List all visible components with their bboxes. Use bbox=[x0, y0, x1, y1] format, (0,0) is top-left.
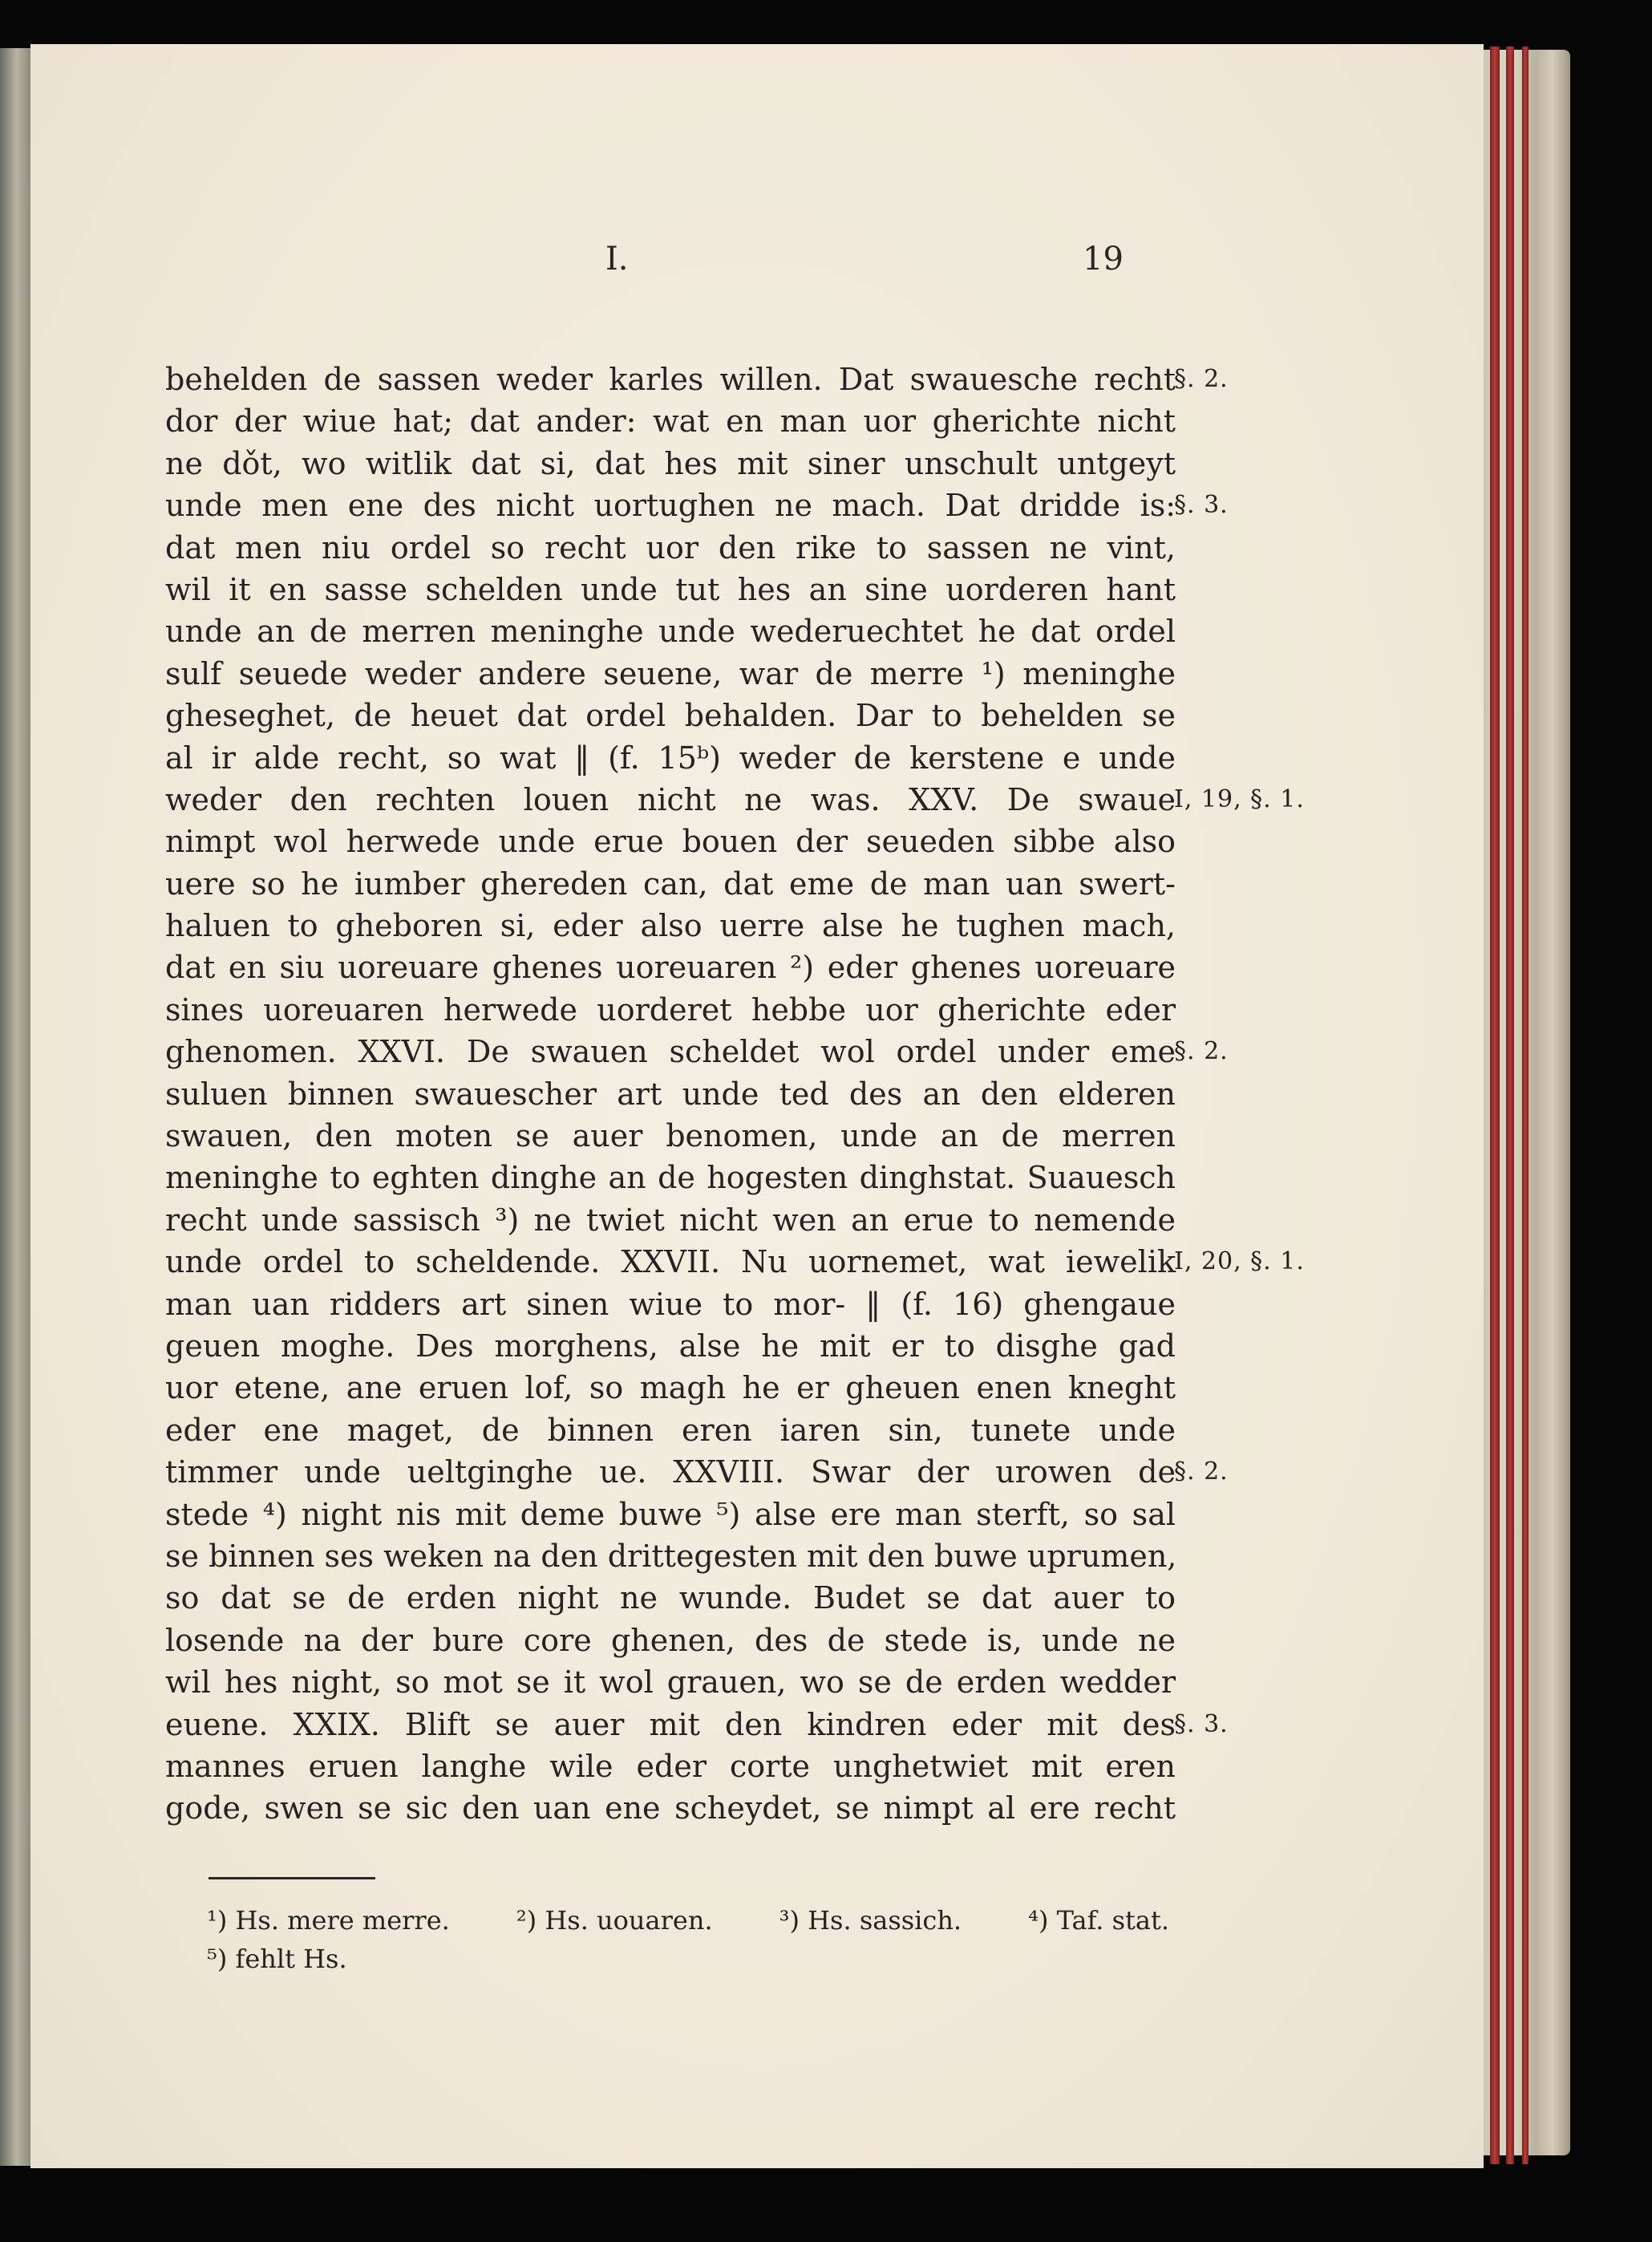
footnote-3: ³) Hs. sassich. bbox=[779, 1905, 962, 1936]
line-text: dor der wiue hat; dat ander: wat en man uor gherichte nicht bbox=[165, 403, 1176, 440]
line-text: gheseghet, de heuet dat ordel behalden. Dar to behelden se bbox=[165, 698, 1176, 734]
text-line bbox=[165, 779, 1336, 821]
line-text: euene. XXIX. Blift se auer mit den kindren eder mit des bbox=[165, 1706, 1176, 1742]
left-page-edge bbox=[0, 48, 30, 2166]
line-text: unde an de merren meninghe unde wederuechtet he dat ordel bbox=[165, 614, 1176, 650]
line-text: suluen binnen swauescher art unde ted des an den elderen bbox=[165, 1076, 1176, 1112]
margin-reference: §. 3. bbox=[1174, 1709, 1229, 1738]
margin-reference: §. 2. bbox=[1174, 1458, 1229, 1486]
running-header bbox=[30, 241, 1484, 289]
line-text: unde men ene des nicht uortughen ne mach. Dat dridde is: bbox=[165, 488, 1176, 524]
text-line bbox=[165, 527, 1336, 569]
text-line bbox=[165, 1620, 1336, 1661]
text-line bbox=[165, 1745, 1336, 1787]
line-text: gode, swen se sic den uan ene scheydet, se nimpt al ere recht bbox=[165, 1790, 1176, 1826]
footnote-1: ¹) Hs. mere merre. bbox=[207, 1905, 450, 1936]
text-line bbox=[165, 1031, 1336, 1072]
line-text: so dat se de erden night ne wunde. Budet se dat auer to bbox=[165, 1580, 1176, 1616]
line-text: dat en siu uoreuare ghenes uoreuaren ²) eder ghenes uoreuare bbox=[165, 950, 1176, 986]
text-line bbox=[165, 1409, 1336, 1451]
text-line bbox=[165, 1577, 1336, 1619]
text-line bbox=[165, 610, 1336, 652]
line-text: haluen to gheboren si, eder also uerre alse he tughen mach, bbox=[165, 908, 1176, 944]
text-line bbox=[165, 1199, 1336, 1241]
text-line bbox=[165, 695, 1336, 736]
line-text: nimpt wol herwede unde erue bouen der seueden sibbe also bbox=[165, 824, 1176, 860]
footnotes bbox=[207, 1901, 1185, 1978]
line-text: wil it en sasse schelden unde tut hes an sine uorderen hant bbox=[165, 571, 1176, 607]
line-text: man uan ridders art sinen wiue to mor- ‖ (f. 16) ghengaue bbox=[165, 1286, 1176, 1322]
line-text: stede ⁴) night nis mit deme buwe ⁵) alse ere man sterft, so sal bbox=[165, 1496, 1176, 1532]
text-line bbox=[165, 653, 1336, 695]
text-line bbox=[165, 359, 1336, 400]
line-text: se binnen ses weken na den drittegesten mit den buwe uprumen, bbox=[165, 1538, 1177, 1574]
text-line bbox=[165, 1451, 1336, 1493]
text-line bbox=[165, 1073, 1336, 1115]
text-line bbox=[165, 1367, 1336, 1409]
line-text: sines uoreuaren herwede uorderet hebbe uor gherichte eder bbox=[165, 991, 1176, 1028]
text-line bbox=[165, 1535, 1336, 1577]
line-text: mannes eruen langhe wile eder corte unghetwiet mit eren bbox=[165, 1748, 1176, 1784]
text-line bbox=[165, 1283, 1336, 1325]
text-line bbox=[165, 905, 1336, 947]
text-line bbox=[165, 1157, 1336, 1198]
text-line bbox=[165, 443, 1336, 484]
text-line bbox=[165, 400, 1336, 442]
page-number: 19 bbox=[1083, 241, 1124, 278]
line-text: behelden de sassen weder karles willen. Dat swauesche recht bbox=[165, 362, 1176, 397]
line-text: wil hes night, so mot se it wol grauen, wo se de erden wedder bbox=[165, 1664, 1176, 1701]
text-line bbox=[165, 1661, 1336, 1703]
red-page-edge bbox=[1490, 47, 1500, 2164]
text-line bbox=[165, 1115, 1336, 1157]
line-text: dat men niu ordel so recht uor den rike to sassen ne vint, bbox=[165, 529, 1176, 566]
margin-reference: I, 20, §. 1. bbox=[1174, 1247, 1305, 1276]
line-text: losende na der bure core ghenen, des de stede is, unde ne bbox=[165, 1622, 1176, 1658]
text-line bbox=[165, 863, 1336, 905]
red-page-edge bbox=[1522, 47, 1529, 2164]
section-number: I. bbox=[605, 241, 629, 278]
margin-reference: §. 2. bbox=[1174, 365, 1229, 393]
margin-reference: §. 3. bbox=[1174, 491, 1229, 520]
line-text: uere so he iumber ghereden can, dat eme de man uan swert- bbox=[165, 866, 1176, 902]
text-line bbox=[165, 821, 1336, 862]
line-text: ghenomen. XXVI. De swauen scheldet wol ordel under eme bbox=[165, 1034, 1176, 1070]
text-line bbox=[165, 947, 1336, 988]
text-line bbox=[165, 569, 1336, 610]
line-text: meninghe to eghten dinghe an de hogesten dinghstat. Suauesch bbox=[165, 1160, 1176, 1196]
footnote-4: ⁴) Taf. stat. bbox=[1028, 1905, 1169, 1936]
margin-reference: I, 19, §. 1. bbox=[1174, 784, 1305, 813]
text-line bbox=[165, 737, 1336, 779]
text-line bbox=[165, 1704, 1336, 1745]
text-line bbox=[165, 1787, 1336, 1829]
line-text: timmer unde ueltginghe ue. XXVIII. Swar der urowen de bbox=[165, 1454, 1176, 1490]
text-line bbox=[165, 1494, 1336, 1535]
line-text: recht unde sassisch ³) ne twiet nicht wen an erue to nemende bbox=[165, 1202, 1176, 1238]
text-line bbox=[165, 1325, 1336, 1367]
line-text: ne dǒt, wo witlik dat si, dat hes mit siner unschult untgeyt bbox=[165, 445, 1176, 481]
text-line bbox=[165, 989, 1336, 1031]
line-text: weder den rechten louen nicht ne was. XXV. De swaue bbox=[165, 781, 1176, 817]
footnote-2: ²) Hs. uouaren. bbox=[516, 1905, 713, 1936]
line-text: sulf seuede weder andere seuene, war de merre ¹) meninghe bbox=[165, 655, 1176, 691]
footnote-rule bbox=[209, 1877, 375, 1879]
text-line bbox=[165, 1241, 1336, 1283]
line-text: unde ordel to scheldende. XXVII. Nu uornemet, wat iewelik bbox=[165, 1244, 1176, 1280]
footnote-5: ⁵) fehlt Hs. bbox=[207, 1944, 347, 1974]
margin-reference: §. 2. bbox=[1174, 1037, 1229, 1066]
line-text: al ir alde recht, so wat ‖ (f. 15ᵇ) weder de kerstene e unde bbox=[165, 740, 1176, 776]
book-page bbox=[30, 44, 1484, 2168]
red-page-edge bbox=[1506, 47, 1514, 2164]
line-text: uor etene, ane eruen lof, so magh he er gheuen enen kneght bbox=[165, 1370, 1176, 1406]
body-text bbox=[165, 359, 1336, 1830]
line-text: geuen moghe. Des morghens, alse he mit er to disghe gad bbox=[165, 1328, 1176, 1364]
line-text: eder ene maget, de binnen eren iaren sin, tunete unde bbox=[165, 1412, 1176, 1448]
text-line bbox=[165, 484, 1336, 526]
line-text: swauen, den moten se auer benomen, unde an de merren bbox=[165, 1118, 1176, 1154]
